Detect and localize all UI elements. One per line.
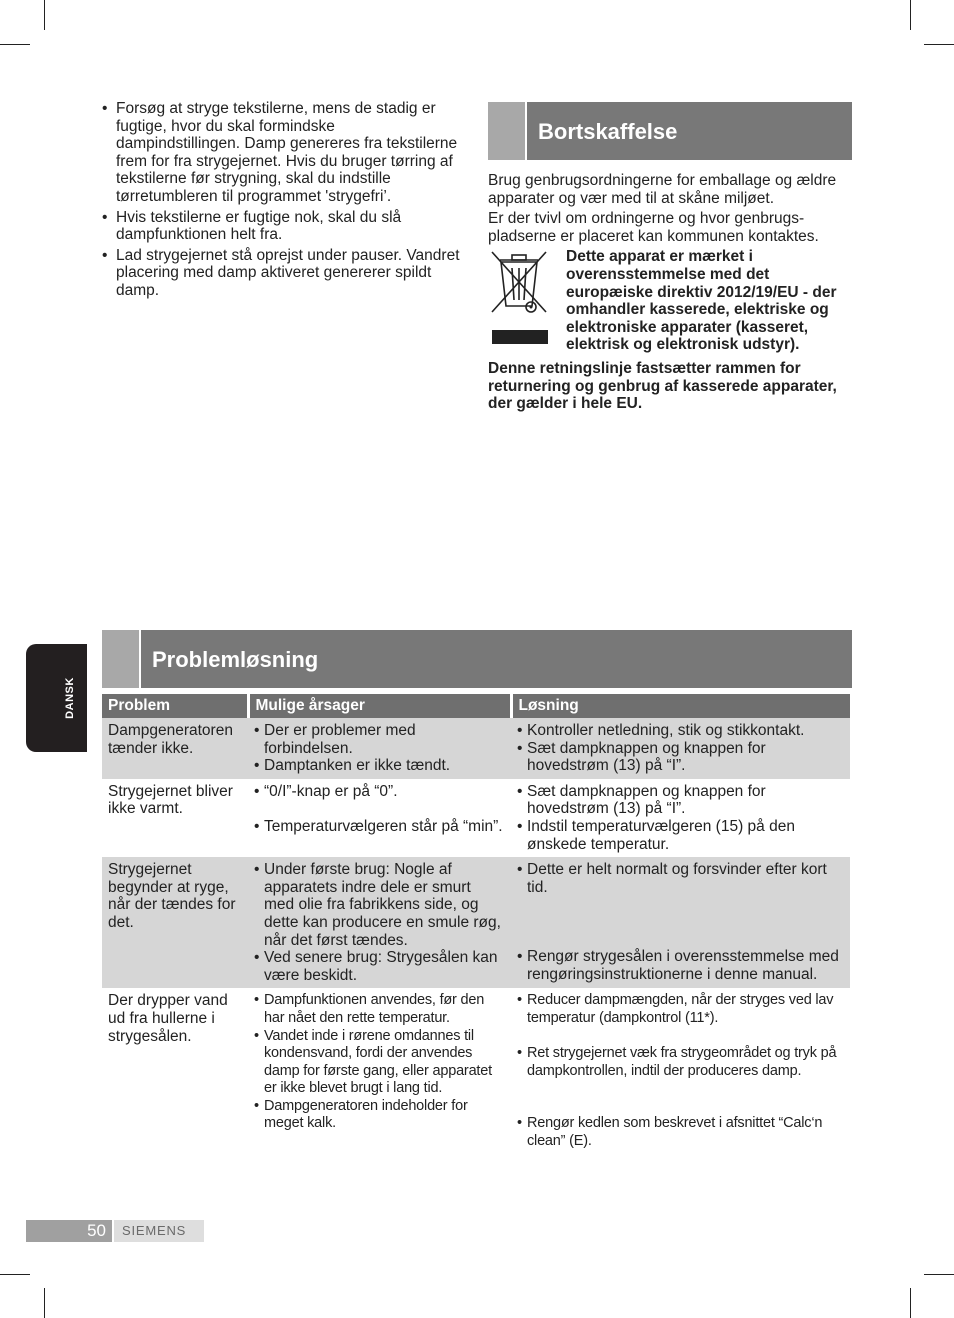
header-divider	[139, 630, 141, 688]
crop-mark	[910, 0, 911, 30]
table-row	[102, 857, 850, 988]
crop-mark	[0, 1274, 30, 1275]
list-item: • Ret strygejernet væk fra strygeområdet og tryk på dampkontrollen, indtil der produceres damp.	[517, 1045, 844, 1080]
disposal-paragraph: Er der tvivl om ordningerne og hvor genbrugs-pladserne er placeret kan kommunen kontaktes.	[488, 210, 819, 245]
problem-cell: Der drypper vand ud fra hullerne i strygesålen.	[108, 992, 228, 1045]
list-item: • Under første brug: Nogle af apparatets indre dele er smurt med olie fra fabrikkens side, og dette kan producere en smule røg, når det først tændes.	[254, 861, 505, 949]
list-item: • Damptanken er ikke tændt.	[254, 757, 505, 775]
crop-mark	[0, 44, 30, 45]
list-item: • Sæt dampknappen og knappen for hovedstrøm (13) på “I”.	[517, 783, 844, 818]
solutions-cell	[511, 988, 850, 1154]
column-header: Løsning	[511, 694, 850, 718]
problem-cell: Strygejernet bliver ikke varmt.	[108, 782, 233, 818]
eu-directive-note: Denne retningslinje fastsætter rammen for returnering og genbrug af kasserede apparater, der gælder i hele EU.	[488, 359, 837, 413]
table-header-row	[102, 694, 850, 718]
list-item: • Indstil temperaturvælgeren (15) på den ønskede temperatur.	[517, 818, 844, 853]
list-item: • Rengør strygesålen i overensstemmelse med rengøringsinstruktionerne i denne manual.	[517, 948, 844, 983]
brand-box	[114, 1220, 204, 1242]
list-item: • Dette er helt normalt og forsvinder efter kort tid.	[517, 861, 844, 896]
disposal-paragraph: Brug genbrugsordningerne for emballage og ældre apparater og vær med til at skåne miljøet.	[488, 172, 837, 207]
list-item: • Sæt dampknappen og knappen for hovedstrøm (13) på “I”.	[517, 740, 844, 775]
crop-mark	[924, 1274, 954, 1275]
weee-notice	[488, 248, 852, 354]
column-header: Mulige årsager	[248, 694, 511, 718]
causes-cell	[248, 988, 511, 1154]
tips-list	[100, 100, 462, 300]
list-item: • Der er problemer med forbindelsen.	[254, 722, 505, 757]
crop-mark	[924, 44, 954, 45]
tips-column	[100, 100, 462, 303]
causes-cell	[248, 779, 511, 857]
list-item: • Kontroller netledning, stik og stikkontakt.	[517, 722, 844, 740]
crossed-out-wheelie-bin-icon	[488, 248, 554, 354]
solutions-cell	[511, 718, 850, 779]
list-item: • Forsøg at stryge tekstilerne, mens de stadig er fugtige, hvor du skal formindske dampindstillingen. Damp genereres fra tekstilerne frem for fra strygejernet. Hvis du bruger tørring af tekstilerne før strygning, skal du indstille tørretumbleren til programmet 'strygefri’.	[100, 100, 462, 206]
solutions-cell	[511, 857, 850, 988]
header-tab	[102, 630, 139, 688]
page-number-box	[26, 1220, 112, 1242]
section-title: Problemløsning	[152, 647, 319, 672]
language-label: DANSK	[64, 677, 76, 719]
troubleshooting-table	[102, 694, 850, 1154]
solutions-cell	[511, 779, 850, 857]
problem-cell: Strygejernet begynder at ryge, når der tændes for det.	[102, 857, 248, 988]
brand-name: SIEMENS	[122, 1223, 187, 1238]
list-item: • Rengør kedlen som beskrevet i afsnittet “Calc‘n clean” (E).	[517, 1115, 844, 1150]
weee-text: Dette apparat er mærket i overensstemmelse med det europæiske direktiv 2012/19/EU - der omhandler kasserede, elektriske og elektroniske apparater (kasseret, elektrisk og elektronisk udstyr).	[566, 248, 837, 354]
list-item: • Lad strygejernet stå oprejst under pauser. Vandret placering med damp aktiveret genererer spildt damp.	[100, 247, 462, 300]
disposal-section	[488, 172, 852, 416]
problem-cell: Dampgeneratoren tænder ikke.	[102, 718, 248, 779]
table-row	[102, 988, 850, 1154]
crop-mark	[910, 1288, 911, 1318]
crop-mark	[44, 1288, 45, 1318]
table-row	[102, 718, 850, 779]
causes-cell	[248, 857, 511, 988]
section-title: Bortskaffelse	[538, 119, 678, 144]
list-item: • Dampgeneratoren indeholder for meget kalk.	[254, 1098, 505, 1133]
page-footer	[26, 1220, 204, 1242]
header-divider	[525, 102, 527, 160]
page-number: 50	[87, 1221, 106, 1240]
troubleshooting-header-bar	[102, 630, 852, 688]
causes-cell	[248, 718, 511, 779]
list-item: • Hvis tekstilerne er fugtige nok, skal du slå dampfunktionen helt fra.	[100, 209, 462, 244]
list-item: • Temperaturvælgeren står på “min”.	[254, 818, 505, 836]
list-item: • Ved senere brug: Strygesålen kan være beskidt.	[254, 949, 505, 984]
column-header: Problem	[102, 694, 248, 718]
list-item: • Dampfunktionen anvendes, før den har nået den rette temperatur.	[254, 992, 505, 1027]
language-tab	[26, 644, 87, 752]
table-row	[102, 779, 850, 857]
list-item: • Reducer dampmængden, når der stryges ved lav temperatur (dampkontrol (11*).	[517, 992, 844, 1027]
crop-mark	[44, 0, 45, 30]
list-item: • “0/I”-knap er på “0”.	[254, 783, 505, 801]
list-item: • Vandet inde i rørene omdannes til kondensvand, fordi der anvendes damp for første gang, eller apparatet er ikke blevet brugt i lang tid.	[254, 1028, 505, 1098]
disposal-header-bar	[488, 102, 852, 160]
header-tab	[488, 102, 525, 160]
